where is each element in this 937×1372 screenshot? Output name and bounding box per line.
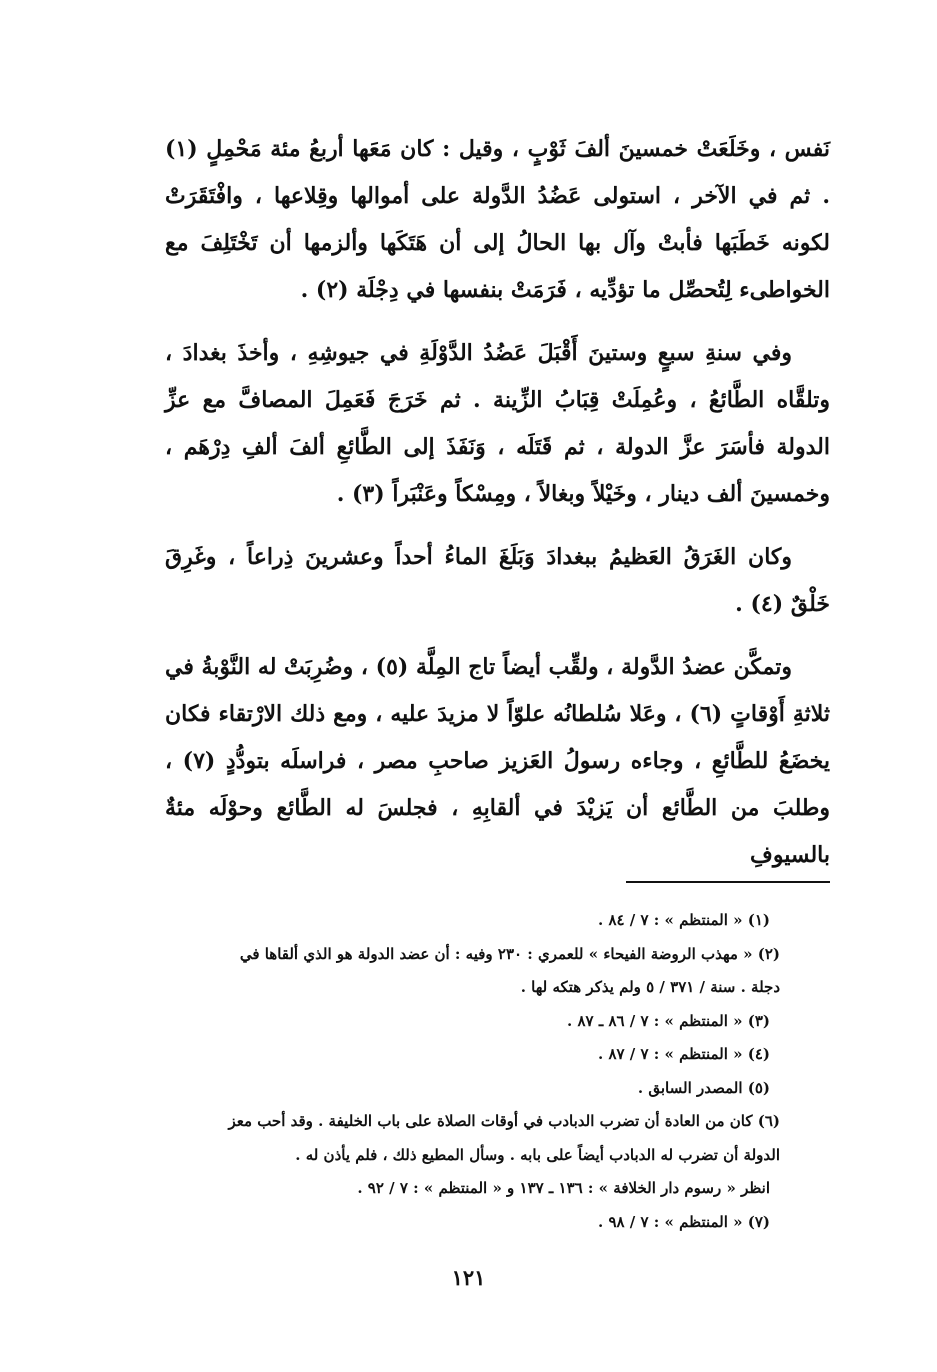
footnote-1: (١) « المنتظم » : ٧ / ٨٤ . — [598, 911, 770, 929]
footnote-6-reference: انظر « رسوم دار الخلافة » : ١٣٦ ـ ١٣٧ و « المنتظم » : ٧ / ٩٢ . — [357, 1179, 770, 1197]
footnote-2-continued: دجلة . سنة / ٣٧١ / ٥ ولم يذكر هتكه لها . — [520, 978, 780, 996]
paragraph-1: نَفس ، وخَلَعَتْ خمسينَ ألفَ ثَوْبٍ ، وقيل : كان مَعَها أربعُ مئة مَحْمِلٍ (١) . ثم في الآخر ، استولى عَضُدُ الدَّولة على أموالها وقِلاعها ، وافْتَقَرَتْ لكونه خَطَبَها فأبتْ وآل بها الحالُ إلى أن هَتَكَها وألزمها أن تَخْتَلِفَ مع الخواطىء لِتُحصِّل ما تؤدِّيه ، فَرَمَتْ بنفسها في دِجْلَة (٢) . — [165, 136, 830, 303]
footnote-6-continued: الدولة أن تضرب له الدبادب أيضاً على بابه . وسأل المطيع ذلك ، فلم يأذن له . — [295, 1145, 780, 1164]
main-text — [165, 126, 830, 895]
page-number: ١٢١ — [451, 1265, 486, 1290]
paragraph-2: وفي سنةِ سبعٍ وستينَ أَقْبَلَ عَضُدُ الدَّوْلَةِ في جيوشِهِ ، وأخذَ بغدادَ ، وتلقَّاه الطَّائعُ ، وعُمِلَتْ قِبَابُ الزِّينة . ثم خَرَجَ فَعَمِلَ المصافَّ مع عزِّ الدولة فأسَرَ عزَّ الدولة ، ثم قَتَلَه ، وَنَفَذَ إلى الطَّائعِ ألفَ ألفِ دِرْهَم ، وخمسينَ ألف دينار ، وخَيْلاً وبغالاً ، ومِسْكاً وعَنْبَراً (٣) . — [165, 340, 830, 507]
footnotes — [160, 904, 780, 1239]
footnote-2: (٢) « مهذب الروضة الفيحاء » للعمري : ٢٣٠ وفيه : أن عضد الدولة هو الذي ألقاها في — [239, 944, 780, 963]
paragraph-3: وكان الغَرَقُ العَظيمُ ببغدادَ وَبَلَغَ الماءُ أحداً وعشرينَ ذِراعاً ، وغَرِقَ خَلْقٌ (٤) . — [165, 544, 830, 617]
footnote-4: (٤) « المنتظم » : ٧ / ٨٧ . — [598, 1045, 770, 1063]
footnote-5: (٥) المصدر السابق . — [637, 1078, 770, 1097]
paragraph-4: وتمكَّن عضدُ الدَّولة ، ولقِّب أيضاً تاج المِلَّة (٥) ، وضُرِبَتْ له النَّوْبةُ في ثلاثةِ أَوْقاتٍ (٦) ، وعَلا سُلطانُه علوّاً لا مزيدَ عليه ، ومع ذلك الارْتقاء فكان يخضَعُ للطَّائعِ ، وجاءه رسولُ العَزيز صاحبِ مصر ، فراسلَه بتودُّدٍ (٧) ، وطلبَ من الطَّائع أن يَزيْدَ في ألقابِهِ ، فجلسَ له الطَّائع وحوْلَه مئةٌ بالسيوفِ — [164, 654, 831, 868]
footnote-7: (٧) « المنتظم » : ٧ / ٩٨ . — [598, 1212, 770, 1231]
footnote-6: (٦) كان من العادة أن تضرب الدبادب في أوقات الصلاة على باب الخليفة . وقد أحب معز — [228, 1112, 780, 1130]
footnote-separator — [626, 881, 830, 883]
footnote-3: (٣) « المنتظم » : ٧ / ٨٦ ـ ٨٧ . — [567, 1011, 770, 1030]
